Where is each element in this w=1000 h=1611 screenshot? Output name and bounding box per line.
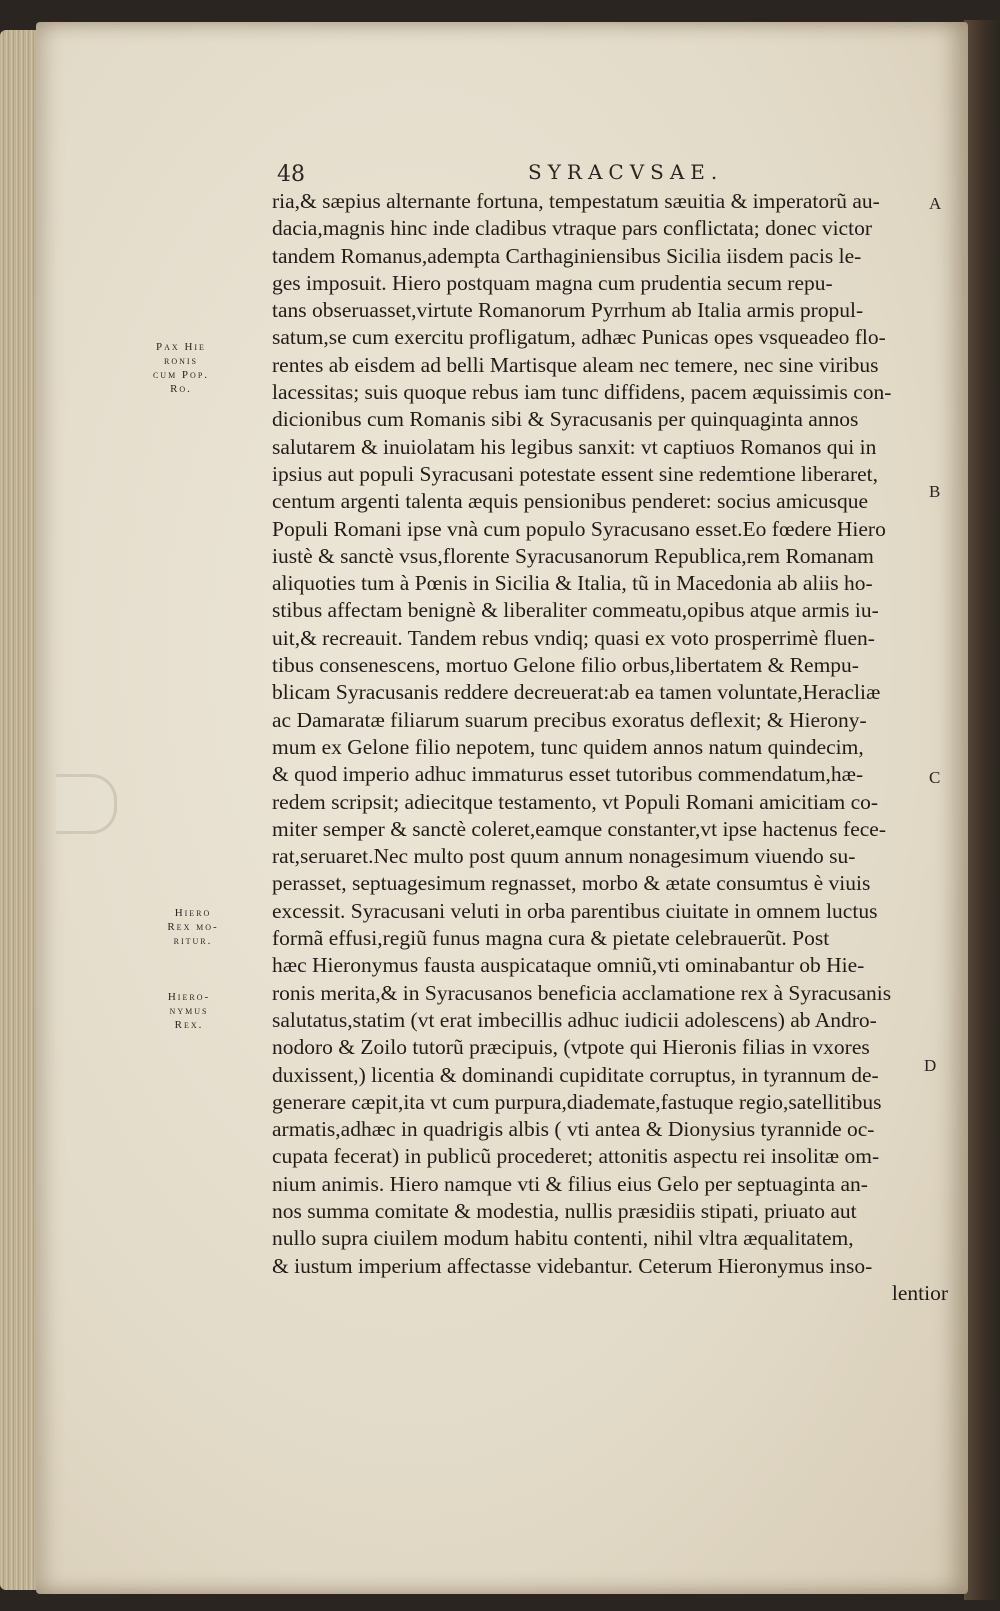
text-line: & iustum imperium affectasse videbantur. Ceterum Hieronymus inso- xyxy=(272,1253,873,1278)
margin-note-pax xyxy=(136,340,226,396)
text-line: stibus affectam benignè & liberaliter commeatu,opibus atque armis iu- xyxy=(272,598,879,623)
text-line: Populi Romani ipse vnà cum populo Syracusano esset.Eo fœdere Hiero xyxy=(272,516,886,541)
margin-note-hiero-moritur xyxy=(148,906,238,948)
margin-note-line: Rex mo- xyxy=(167,921,219,933)
text-line: dicionibus cum Romanis sibi & Syracusanis per quinquaginta annos xyxy=(272,407,859,432)
text-line: redem scripsit; adiecitque testamento, vt Populi Romani amicitiam co- xyxy=(272,789,879,814)
text-line: dacia,magnis hinc inde cladibus vtraque pars conflictata; donec victor xyxy=(272,216,872,241)
text-line: blicam Syracusanis reddere decreuerat:ab ea tamen voluntate,Heracliæ xyxy=(272,680,881,705)
book-page xyxy=(36,22,968,1594)
text-line: excessit. Syracusani veluti in orba parentibus ciuitate in omnem luctus xyxy=(272,898,878,923)
text-line: ges imposuit. Hiero postquam magna cum prudentia secum repu- xyxy=(272,270,833,295)
margin-note-line: cum Pop. xyxy=(152,369,210,381)
book-spine-shadow xyxy=(964,20,1000,1600)
text-line: ac Damaratæ filiarum suarum precibus exoratus deflexit; & Hierony- xyxy=(272,707,867,732)
page-clip xyxy=(56,774,117,834)
text-line: ipsius aut populi Syracusani potestate essent sine redemtione liberaret, xyxy=(272,461,879,486)
margin-note-line: ritur. xyxy=(173,935,213,947)
text-line: iustè & sanctè vsus,florente Syracusanorum Republica,rem Romanam xyxy=(272,543,874,568)
text-line: cupata fecerat) in publicũ procederet; attonitis aspectu rei insolitæ om- xyxy=(272,1144,880,1169)
margin-note-line: Hiero- xyxy=(167,991,211,1003)
section-letter-a: A xyxy=(929,194,942,213)
margin-note-line: Ro. xyxy=(170,383,192,395)
text-line: lacessitas; suis quoque rebus iam tunc diffidens, pacem æquissimis con- xyxy=(272,380,892,405)
text-line: nodoro & Zoilo tutorũ præcipuis, (vtpote qui Hieronis filias in vxores xyxy=(272,1035,870,1060)
text-line: salutatus,statim (vt erat imbecillis adhuc iudicii adolescens) ab Andro- xyxy=(272,1007,877,1032)
text-line: nium animis. Hiero namque vti & filius eius Gelo per septuaginta an- xyxy=(272,1171,868,1196)
text-line: nos summa comitate & modestia, nullis præsidiis stipati, priuato aut xyxy=(272,1198,857,1223)
margin-note-hieronymus-rex xyxy=(144,990,234,1032)
margin-note-line: Pax Hie xyxy=(156,341,206,353)
text-line: hæc Hieronymus fausta auspicataque omniũ,vti ominabantur ob Hie- xyxy=(272,953,865,978)
text-line: rentes ab eisdem ad belli Martisque aleam nec temere, nec sine viribus xyxy=(272,352,879,377)
text-line: centum argenti talenta æquis pensionibus penderet: socius amicusque xyxy=(272,489,869,514)
text-line: tandem Romanus,adempta Carthaginiensibus Sicilia iisdem pacis le- xyxy=(272,243,862,268)
page-number: 48 xyxy=(277,162,305,187)
text-line: formã effusi,regiũ funus magna cura & pietate celebrauerũt. Post xyxy=(272,926,830,951)
text-line: tibus consenescens, mortuo Gelone filio orbus,libertatem & Rempu- xyxy=(272,653,859,678)
text-line: duxissent,) licentia & dominandi cupiditate corruptus, in tyrannum de- xyxy=(272,1062,879,1087)
running-title: SYRACVSAE. xyxy=(528,160,724,184)
text-line: uit,& recreauit. Tandem rebus vndiq; quasi ex voto prosperrimè fluen- xyxy=(272,625,875,650)
text-line: rat,seruaret.Nec multo post quum annum nonagesimum viuendo su- xyxy=(272,844,856,869)
text-line: nullo supra ciuilem modum habitu contenti, nihil vltra æqualitatem, xyxy=(272,1226,854,1251)
text-line: ria,& sæpius alternante fortuna, tempestatum sæuitia & imperatorũ au- xyxy=(272,189,880,213)
text-line: satum,se cum exercitu profligatum, adhæc Punicas opes vsqueadeo flo- xyxy=(272,325,886,350)
text-line-catchword: lentior xyxy=(891,1280,948,1305)
text-line: armatis,adhæc in quadrigis albis ( vti antea & Dionysius tyrannide oc- xyxy=(272,1117,875,1142)
text-line: tans obseruasset,virtute Romanorum Pyrrhum ab Italia armis propul- xyxy=(272,298,864,323)
margin-note-line: Rex. xyxy=(174,1019,204,1031)
body-text xyxy=(272,188,952,1307)
text-line: miter semper & sanctè coleret,eamque constanter,vt ipse hactenus fece- xyxy=(272,816,886,841)
section-letter-d: D xyxy=(924,1056,937,1075)
text-line: salutarem & inuiolatam his legibus sanxit: vt captiuos Romanos qui in xyxy=(272,434,877,459)
margin-note-line: ronis xyxy=(163,355,198,367)
text-line: generare cæpit,ita vt cum purpura,diademate,fastuque regio,satellitibus xyxy=(272,1089,882,1114)
section-letter-b: B xyxy=(929,482,941,501)
text-line: perasset, septuagesimum regnasset, morbo & ætate consumtus è viuis xyxy=(272,871,871,896)
margin-note-line: Hiero xyxy=(174,907,212,919)
margin-note-line: nymus xyxy=(169,1005,209,1017)
text-line: ronis merita,& in Syracusanos beneficia acclamatione rex à Syracusanis xyxy=(272,980,892,1005)
text-line: & quod imperio adhuc immaturus esset tutoribus commendatum,hæ- xyxy=(272,762,864,787)
text-line: mum ex Gelone filio nepotem, tunc quidem annos natum quindecim, xyxy=(272,734,864,759)
section-letter-c: C xyxy=(929,768,941,787)
text-line: aliquoties tum à Pœnis in Sicilia & Italia, tũ in Macedonia ab aliis ho- xyxy=(272,571,873,596)
